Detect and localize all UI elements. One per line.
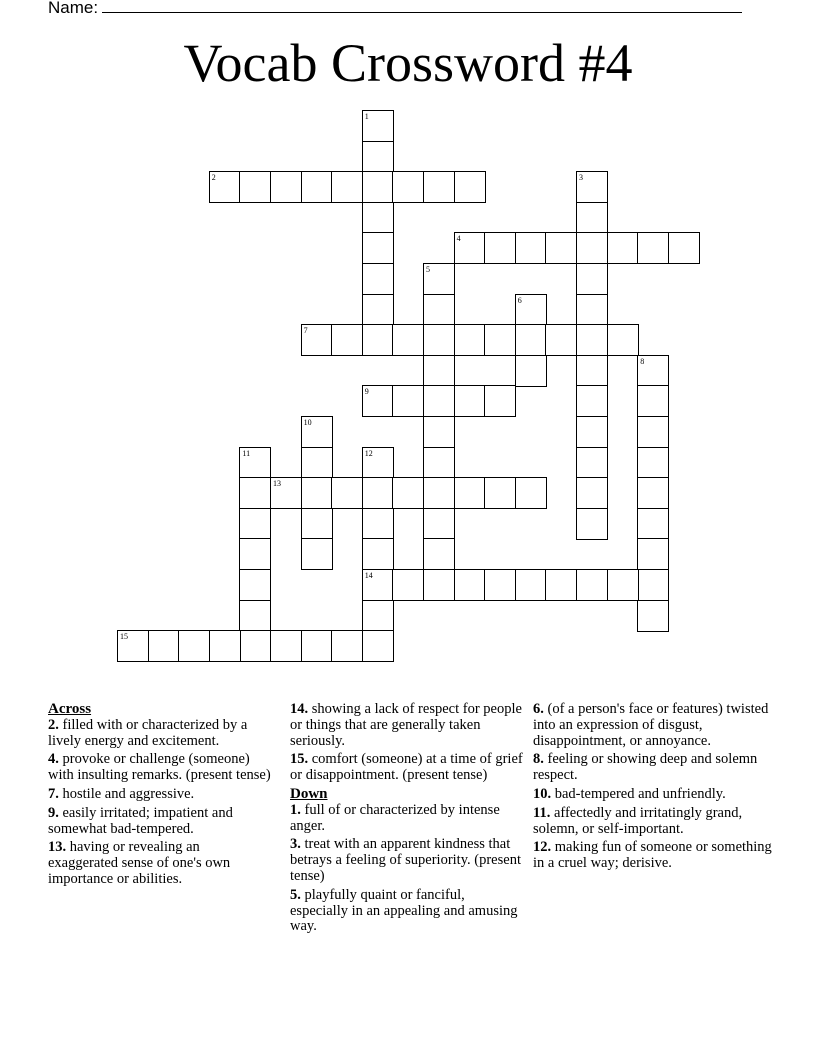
grid-cell[interactable]: [392, 171, 424, 203]
grid-cell[interactable]: [423, 294, 455, 326]
grid-cell[interactable]: [362, 385, 394, 417]
grid-cell[interactable]: [637, 538, 669, 570]
grid-cell[interactable]: [423, 263, 455, 295]
grid-cell[interactable]: [301, 538, 333, 570]
clue-across-2: [48, 718, 273, 750]
grid-cell[interactable]: [362, 324, 394, 356]
grid-cell[interactable]: [454, 569, 486, 601]
grid-cell[interactable]: [484, 385, 516, 417]
grid-cell[interactable]: [637, 508, 669, 540]
cell-number: 13: [273, 479, 281, 489]
grid-cell[interactable]: [484, 569, 516, 601]
grid-cell[interactable]: [576, 324, 608, 356]
grid-cell[interactable]: [454, 477, 486, 509]
clue-number: 2.: [48, 716, 59, 733]
grid-cell[interactable]: [576, 447, 608, 479]
grid-cell[interactable]: [301, 508, 333, 540]
clue-down-3: [290, 837, 525, 884]
grid-cell[interactable]: [362, 263, 394, 295]
grid-cell[interactable]: [423, 171, 455, 203]
clue-text: treat with an apparent kindness that betrays a feeling of superiority. (present tense): [290, 836, 521, 884]
grid-cell[interactable]: [270, 630, 302, 662]
clue-text: affectedly and irritatingly grand, solemn, or self-important.: [533, 804, 743, 837]
grid-cell[interactable]: [117, 630, 149, 662]
grid-cell[interactable]: [484, 477, 516, 509]
clue-across-14: [290, 702, 525, 749]
clue-down-1: [290, 803, 525, 835]
grid-cell[interactable]: [576, 232, 608, 264]
clue-across-4: [48, 752, 273, 784]
grid-cell[interactable]: [239, 538, 271, 570]
clue-text: feeling or showing deep and solemn respect.: [533, 751, 758, 784]
grid-cell[interactable]: [576, 477, 608, 509]
clue-across-9: [48, 806, 273, 838]
grid-cell[interactable]: [301, 477, 333, 509]
grid-cell[interactable]: [545, 232, 577, 264]
grid-cell[interactable]: [209, 630, 241, 662]
clue-text: making fun of someone or something in a cruel way; derisive.: [533, 839, 772, 872]
clue-number: 14.: [290, 701, 309, 717]
grid-cell[interactable]: [301, 630, 333, 662]
grid-cell[interactable]: [637, 416, 669, 448]
grid-cell[interactable]: [392, 324, 424, 356]
grid-cell[interactable]: [576, 385, 608, 417]
grid-cell[interactable]: [637, 385, 669, 417]
grid-cell[interactable]: [637, 447, 669, 479]
grid-cell[interactable]: [148, 630, 180, 662]
grid-cell[interactable]: [362, 630, 394, 662]
clues-column-2: [290, 702, 525, 938]
clue-text: showing a lack of respect for people or things that are generally taken seriously.: [290, 701, 522, 749]
grid-cell[interactable]: [301, 324, 333, 356]
cell-number: 6: [517, 295, 522, 305]
clue-across-7: [48, 787, 273, 803]
clue-across-13: [48, 840, 273, 887]
grid-cell[interactable]: [637, 569, 669, 601]
clue-down-5: [290, 888, 525, 935]
grid-cell[interactable]: [423, 447, 455, 479]
grid-cell[interactable]: [362, 202, 394, 234]
clue-number: 1.: [290, 801, 301, 818]
grid-cell[interactable]: [362, 171, 394, 203]
grid-cell[interactable]: [576, 355, 608, 387]
cell-number: 12: [364, 448, 373, 458]
grid-cell[interactable]: [515, 324, 547, 356]
grid-cell[interactable]: [637, 232, 669, 264]
clue-text: provoke or challenge (someone) with insulting remarks. (present tense): [48, 751, 271, 784]
across-header: Across: [48, 701, 92, 717]
grid-cell[interactable]: [423, 569, 455, 601]
clue-number: 15.: [290, 751, 309, 768]
clue-text: full of or characterized by intense anger.: [290, 801, 500, 834]
grid-cell[interactable]: [515, 569, 547, 601]
grid-cell[interactable]: [239, 447, 271, 479]
clue-text: playfully quaint or fanciful, especially in an appealing and amusing way.: [290, 886, 518, 935]
grid-cell[interactable]: [423, 416, 455, 448]
clue-number: 5.: [290, 886, 301, 903]
grid-cell[interactable]: [576, 569, 608, 601]
cell-number: 8: [640, 356, 645, 366]
grid-cell[interactable]: [301, 171, 333, 203]
grid-cell[interactable]: [545, 569, 577, 601]
down-header: Down: [290, 785, 328, 802]
clue-number: 9.: [48, 804, 59, 821]
grid-cell[interactable]: [362, 569, 394, 601]
clue-down-6: [533, 702, 773, 749]
grid-cell[interactable]: [637, 477, 669, 509]
grid-cell[interactable]: [576, 202, 608, 234]
grid-cell[interactable]: [362, 538, 394, 570]
cell-number: 2: [211, 173, 216, 183]
grid-cell[interactable]: [423, 477, 455, 509]
name-label: Name:: [48, 0, 99, 17]
cell-number: 4: [456, 234, 461, 244]
grid-cell[interactable]: [454, 232, 486, 264]
clue-number: 12.: [533, 839, 552, 856]
clue-text: comfort (someone) at a time of grief or disappointment. (present tense): [290, 751, 523, 784]
grid-cell[interactable]: [637, 600, 669, 632]
clue-text: bad-tempered and unfriendly.: [554, 785, 726, 802]
clue-number: 11.: [533, 804, 551, 821]
clue-text: having or revealing an exaggerated sense of one's own importance or abilities.: [48, 839, 231, 887]
grid-cell[interactable]: [576, 263, 608, 295]
grid-cell[interactable]: [301, 416, 333, 448]
grid-cell[interactable]: [239, 171, 271, 203]
grid-cell[interactable]: [362, 447, 394, 479]
grid-cell[interactable]: [423, 508, 455, 540]
grid-cell[interactable]: [331, 477, 363, 509]
clue-text: hostile and aggressive.: [62, 785, 195, 802]
grid-cell[interactable]: [454, 171, 486, 203]
cell-number: 15: [120, 632, 128, 642]
grid-cell[interactable]: [178, 630, 210, 662]
grid-cell[interactable]: [209, 171, 241, 203]
grid-cell[interactable]: [239, 630, 271, 662]
grid-cell[interactable]: [239, 477, 271, 509]
grid-cell[interactable]: [301, 447, 333, 479]
clue-number: 6.: [533, 701, 544, 717]
grid-cell[interactable]: [362, 141, 394, 173]
clue-down-10: [533, 787, 773, 803]
grid-cell[interactable]: [239, 600, 271, 632]
cell-number: 14: [364, 571, 373, 580]
clue-across-15: [290, 752, 525, 784]
grid-cell[interactable]: [484, 232, 516, 264]
grid-cell[interactable]: [484, 324, 516, 356]
grid-cell[interactable]: [576, 416, 608, 448]
grid-cell[interactable]: [545, 324, 577, 356]
clue-number: 4.: [48, 751, 59, 768]
grid-cell[interactable]: [576, 171, 608, 203]
grid-cell[interactable]: [423, 385, 455, 417]
grid-cell[interactable]: [515, 294, 547, 326]
grid-cell[interactable]: [607, 324, 639, 356]
grid-cell[interactable]: [607, 569, 639, 601]
cell-number: 3: [579, 173, 583, 183]
cell-number: 9: [364, 387, 369, 397]
clue-text: easily irritated; impatient and somewhat bad-tempered.: [48, 804, 233, 837]
clue-down-11: [533, 806, 773, 838]
grid-cell[interactable]: [607, 232, 639, 264]
clue-down-8: [533, 752, 773, 784]
grid-cell[interactable]: [270, 477, 302, 509]
clue-number: 7.: [48, 785, 59, 802]
cell-number: 11: [242, 448, 251, 458]
grid-cell[interactable]: [362, 477, 394, 509]
grid-cell[interactable]: [331, 324, 363, 356]
grid-cell[interactable]: [423, 324, 455, 356]
grid-cell[interactable]: [392, 385, 424, 417]
clue-number: 13.: [48, 839, 67, 856]
clue-number: 8.: [533, 751, 544, 768]
clue-number: 10.: [533, 785, 552, 802]
grid-cell[interactable]: [331, 630, 363, 662]
cell-number: 5: [426, 265, 430, 274]
grid-cell[interactable]: [239, 569, 271, 601]
grid-cell[interactable]: [239, 508, 271, 540]
clue-text: filled with or characterized by a lively energy and excitement.: [48, 716, 248, 749]
grid-cell[interactable]: [515, 232, 547, 264]
grid-cell[interactable]: [362, 294, 394, 326]
clue-down-12: [533, 840, 773, 872]
clue-text: (of a person's face or features) twisted into an expression of disgust, disappointment, or annoyance.: [533, 701, 769, 749]
cell-number: 7: [303, 326, 308, 336]
grid-cell[interactable]: [392, 569, 424, 601]
grid-cell[interactable]: [515, 355, 547, 387]
grid-cell[interactable]: [362, 508, 394, 540]
grid-cell[interactable]: [423, 355, 455, 387]
grid-cell[interactable]: [454, 385, 486, 417]
clues-column-1: [48, 702, 273, 891]
cell-number: 1: [364, 112, 369, 121]
cell-number: 10: [303, 418, 312, 427]
grid-cell[interactable]: [362, 232, 394, 264]
grid-cell[interactable]: [392, 477, 424, 509]
clue-number: 3.: [290, 836, 301, 853]
grid-cell[interactable]: [362, 600, 394, 632]
grid-cell[interactable]: [668, 232, 700, 264]
grid-cell[interactable]: [270, 171, 302, 203]
grid-cell[interactable]: [576, 508, 608, 540]
page-title: Vocab Crossword #4: [183, 33, 633, 93]
grid-cell[interactable]: [454, 324, 486, 356]
grid-cell[interactable]: [576, 294, 608, 326]
clues-column-3: [533, 702, 773, 875]
grid-cell[interactable]: [362, 110, 394, 142]
grid-cell[interactable]: [423, 538, 455, 570]
grid-cell[interactable]: [637, 355, 669, 387]
grid-cell[interactable]: [331, 171, 363, 203]
grid-cell[interactable]: [515, 477, 547, 509]
